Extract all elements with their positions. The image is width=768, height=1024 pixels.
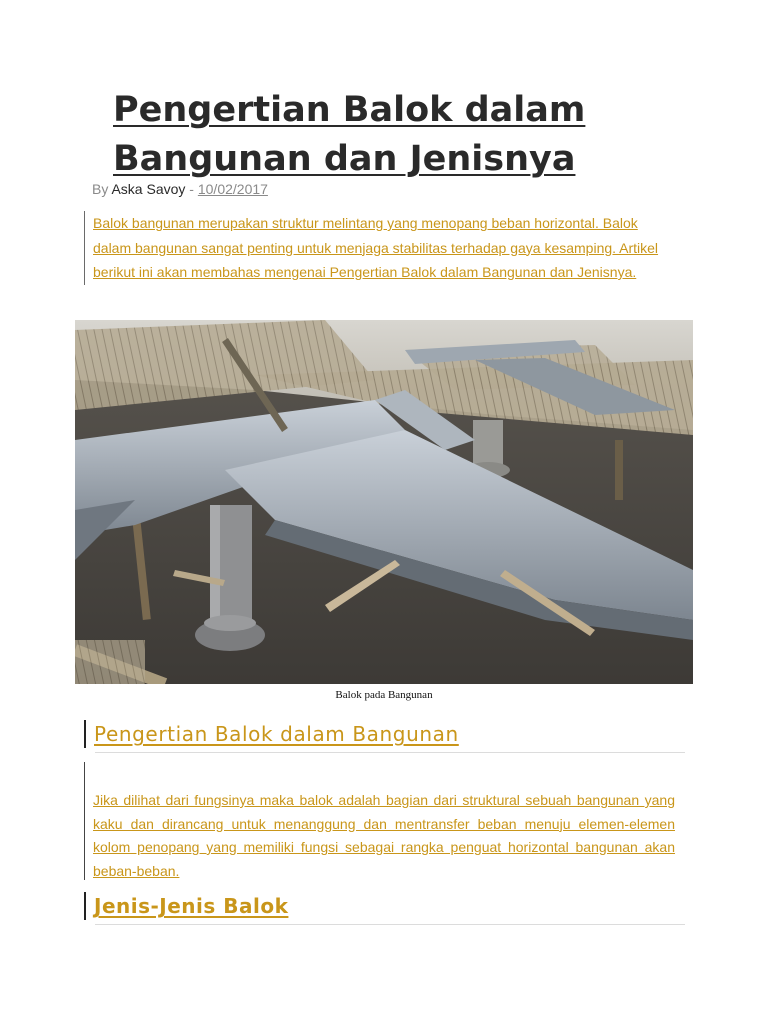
section-heading-pengertian[interactable] [84,720,685,748]
photo-caption: Balok pada Bangunan [335,689,433,701]
byline-by: By [92,181,109,197]
section-heading-text[interactable]: Jenis-Jenis Balok [94,894,289,918]
byline [92,181,268,197]
intro-text[interactable]: Balok bangunan merupakan struktur melintang yang menopang beban horizontal. Balok dalam bangunan sangat penting untuk menjaga stabilitas terhadap gaya kesamping. Artikel berikut ini akan membahas mengenai Pengertian Balok dalam Bangunan dan Jenisnya. [93,215,659,280]
post-date[interactable]: 10/02/2017 [197,181,268,197]
author-name[interactable]: Aska Savoy [111,181,186,197]
section-heading-jenis[interactable] [84,892,685,920]
article-photo [75,320,693,684]
section-body-text[interactable]: Jika dilihat dari fungsinya maka balok adalah bagian dari struktural sebuah bangunan yang kaku dan dirancang untuk menanggung dan mentransfer beban menuju elemen-elemen kolom penopang yang memiliki fungsi sebagai rangka penguat horizontal bangunan akan beban-beban. [93,792,675,879]
section-heading-text[interactable]: Pengertian Balok dalam Bangunan [94,722,459,746]
byline-separator: - [189,181,194,197]
article-title[interactable]: Pengertian Balok dalam Bangunan dan Jenisnya [113,90,586,179]
intro-blockquote [84,211,673,285]
